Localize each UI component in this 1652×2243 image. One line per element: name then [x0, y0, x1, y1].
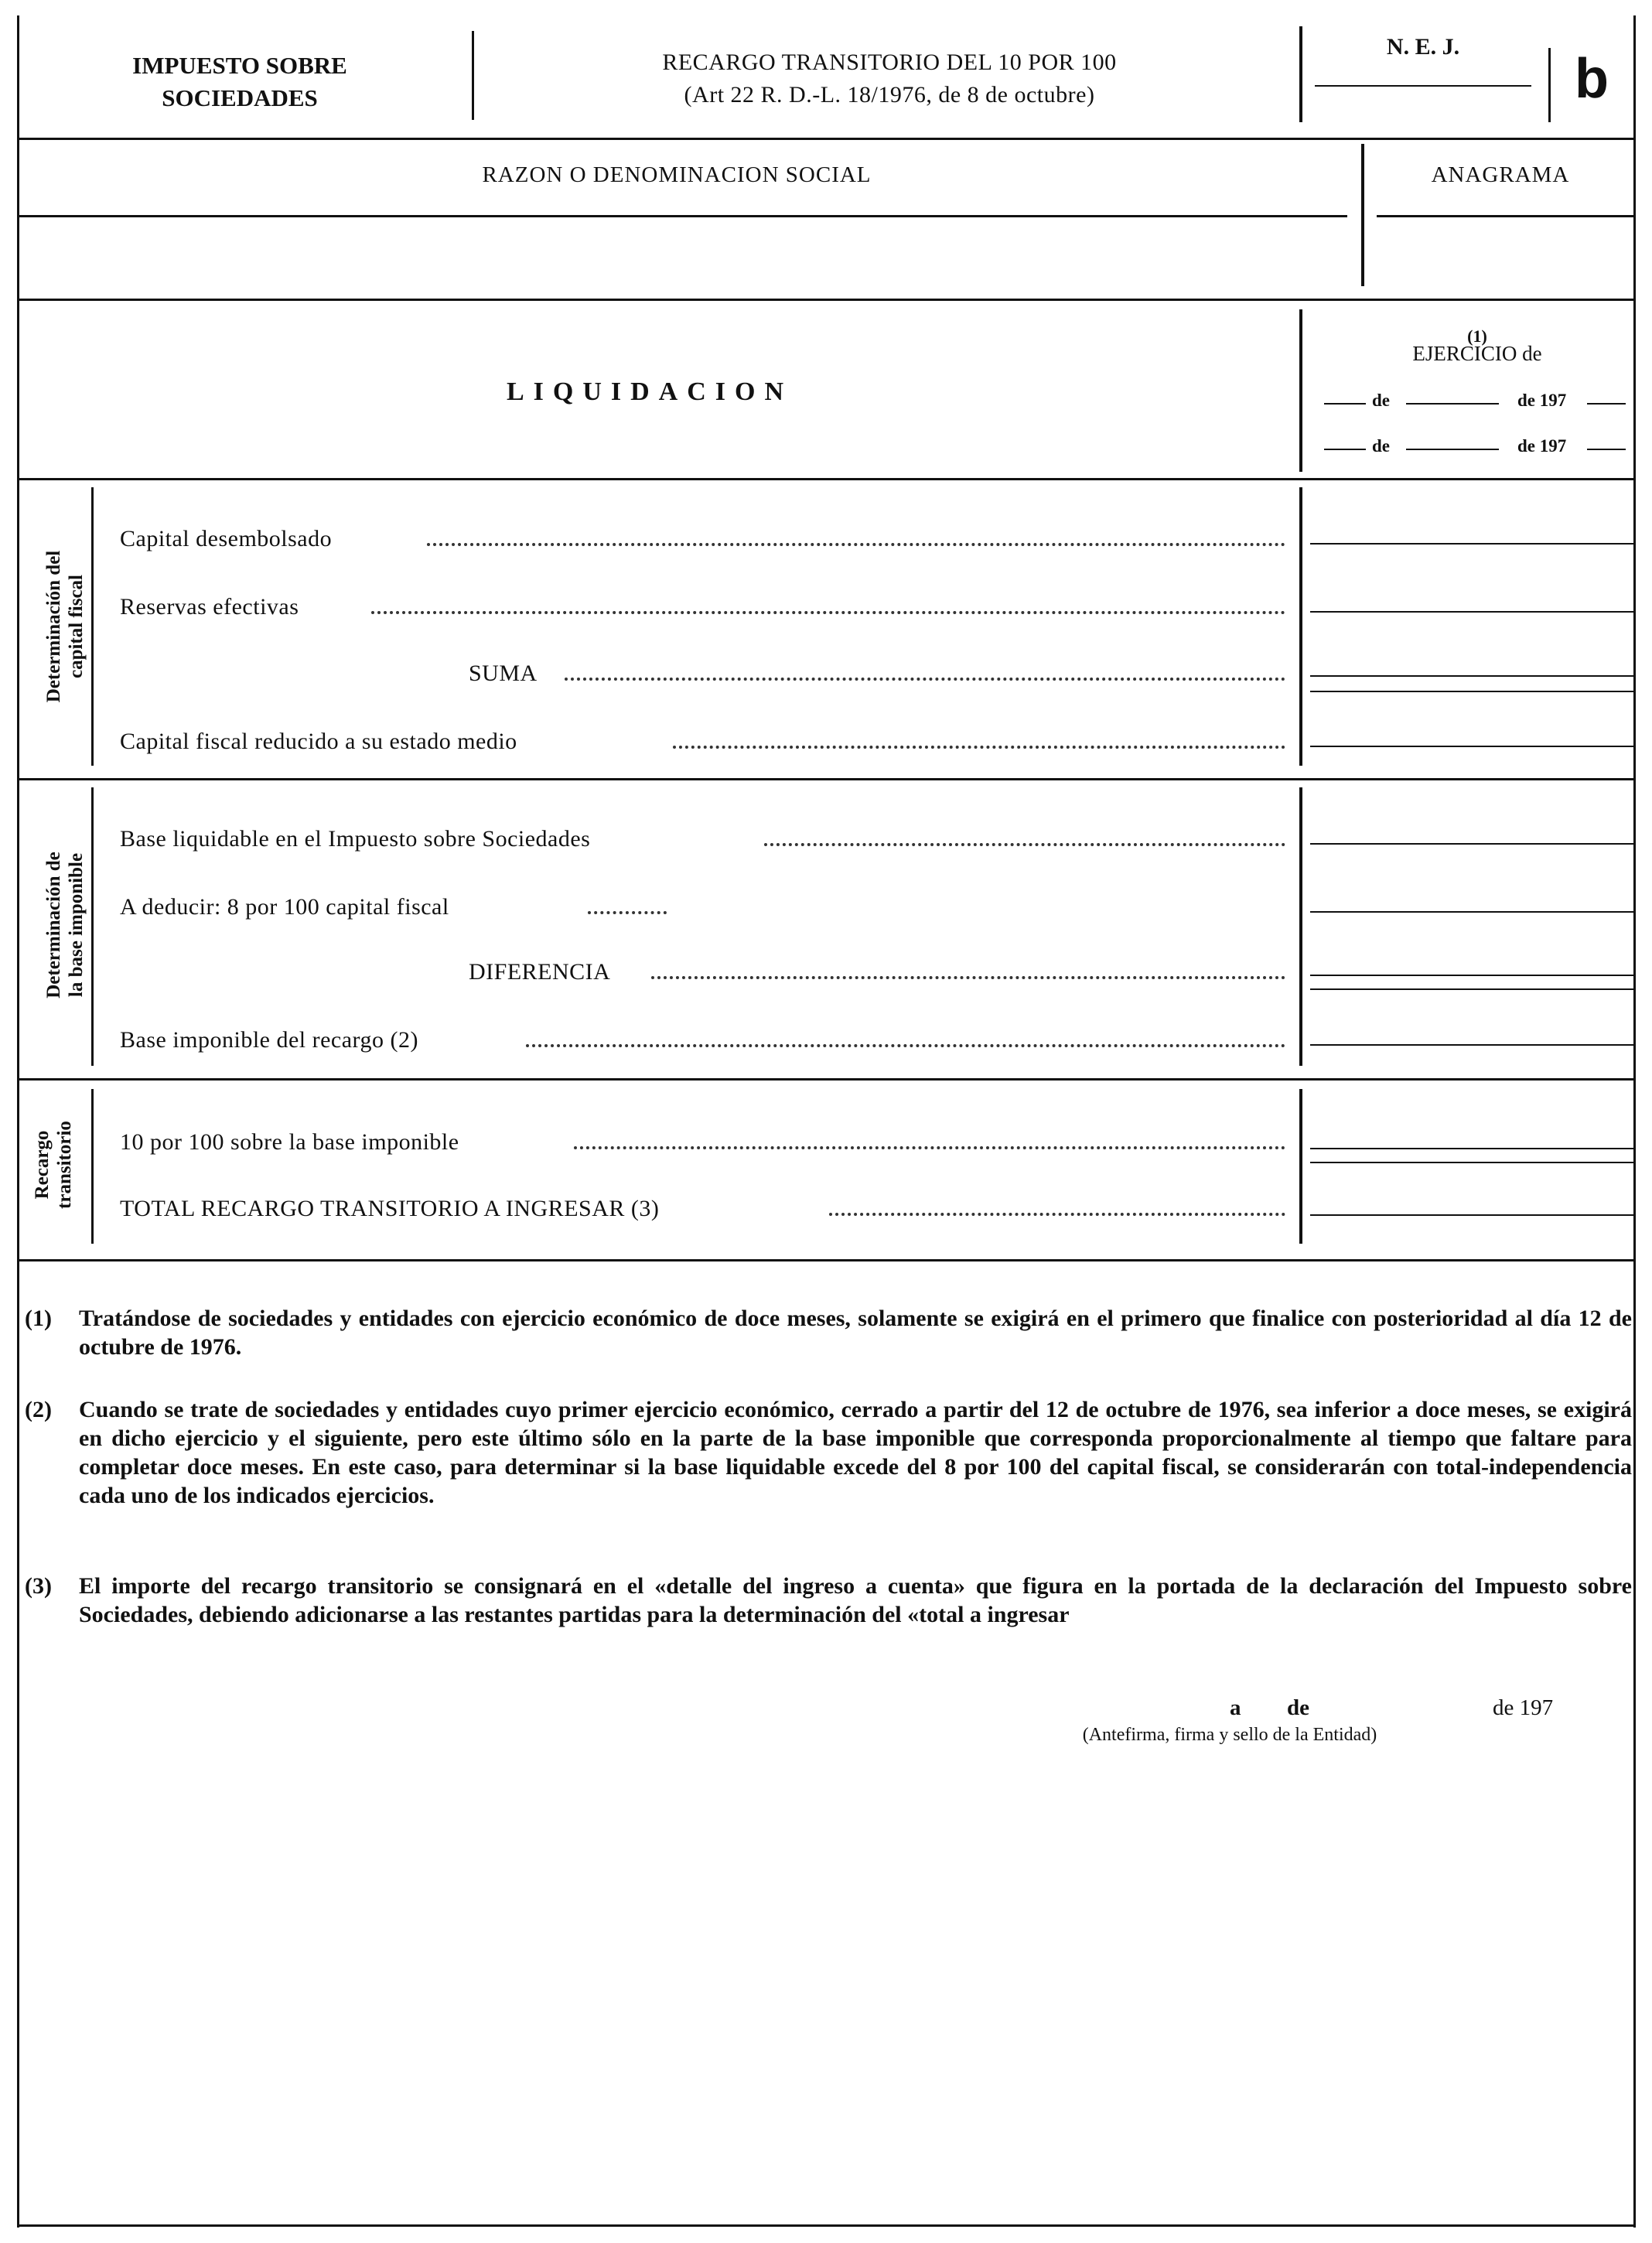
row-reservas-efectivas: Reservas efectivas	[120, 594, 299, 620]
row-diferencia-leader	[651, 976, 1285, 979]
row-a-deducir-leader	[588, 911, 667, 914]
row-a-deducir: A deducir: 8 por 100 capital fiscal	[120, 894, 449, 920]
section2-col-divider	[1299, 787, 1302, 1066]
section3-side-label	[31, 1103, 77, 1227]
section2-side-label-line1: Determinación de	[43, 852, 64, 999]
period1-line-c	[1587, 403, 1626, 405]
row-reservas-efectivas-field[interactable]	[1310, 611, 1633, 613]
row-10-por-100-field-double	[1310, 1162, 1633, 1163]
signature-caption: (Antefirma, firma y sello de la Entidad)	[1082, 1725, 1377, 1745]
row-base-liquidable: Base liquidable en el Impuesto sobre Sociedades	[120, 826, 591, 852]
period2-de: de	[1372, 436, 1390, 456]
tax-name	[62, 50, 418, 114]
row-diferencia-field-double	[1310, 988, 1633, 990]
company-bottom-rule	[17, 299, 1636, 301]
exercise-label: EJERCICIO de	[1412, 342, 1542, 365]
liquidacion-bottom-rule	[17, 478, 1636, 480]
nej-label: N. E. J.	[1386, 34, 1460, 60]
header-divider-3	[1548, 48, 1551, 122]
row-capital-desembolsado: Capital desembolsado	[120, 526, 333, 551]
row-suma-field-double	[1310, 691, 1633, 692]
row-capital-fiscal-reducido-leader	[673, 746, 1285, 749]
section1-side-label-line2: capital fiscal	[66, 575, 87, 679]
row-suma-leader	[565, 678, 1285, 681]
row-base-liquidable-leader	[764, 843, 1285, 846]
period2-line-b	[1406, 449, 1499, 450]
frame-right	[1633, 15, 1636, 2228]
note-2	[25, 1395, 1632, 1510]
row-reservas-efectivas-leader	[371, 611, 1285, 614]
anagram-label: ANAGRAMA	[1431, 162, 1570, 187]
row-10-por-100: 10 por 100 sobre la base imponible	[120, 1129, 459, 1155]
period1-line-a	[1324, 403, 1366, 405]
header-divider-1	[472, 31, 474, 120]
row-base-imponible-recargo-leader	[526, 1044, 1285, 1047]
form-title	[495, 46, 1284, 111]
note-1-number: (1)	[25, 1306, 52, 1331]
note-2-text: Cuando se trate de sociedades y entidades cuyo primer ejercicio económico, cerrado a partir del 12 de octubre de 1976, sea inferior a doce meses, se exigirá en dicho ejercicio y el siguiente, pero este último sólo en la parte de la base imponible que corresponda proporcionalmente al tiempo que faltare para completar doce meses. En este caso, para determinar si la base liquidable excede del 8 por 100 del capital fiscal, se considerarán con total-independencia cada uno de los indicados ejercicios.	[79, 1397, 1632, 1508]
period2-line-a	[1324, 449, 1366, 450]
row-capital-fiscal-reducido-field[interactable]	[1310, 746, 1633, 747]
section3-bottom-rule	[17, 1259, 1636, 1261]
signature-de: de	[1287, 1695, 1309, 1720]
liquidacion-title: LIQUIDACION	[506, 377, 794, 406]
company-name-label: RAZON O DENOMINACION SOCIAL	[482, 162, 872, 187]
section3-side-divider	[91, 1089, 94, 1244]
period1-year: de 197	[1517, 391, 1567, 410]
note-3-text: El importe del recargo transitorio se consignará en el «detalle del ingreso a cuenta» que figura en la portada de la declaración del Impuesto sobre Sociedades, debiendo adicionarse a las restantes partidas para la determinación del «total a ingresar	[79, 1573, 1632, 1627]
section1-side-label	[43, 526, 89, 727]
signature-year: de 197	[1493, 1695, 1554, 1720]
period1-line-b	[1406, 403, 1499, 405]
exercise-ref-mark: (1)	[1467, 326, 1487, 346]
section3-side-label-line1: Recargo	[32, 1130, 53, 1200]
header-bottom-rule	[17, 138, 1636, 140]
note-3-number: (3)	[25, 1573, 52, 1599]
row-total-recargo-leader	[829, 1213, 1285, 1216]
period2-line-c	[1587, 449, 1626, 450]
section2-side-divider	[91, 787, 94, 1066]
note-3	[25, 1572, 1632, 1629]
form-title-line1: RECARGO TRANSITORIO DEL 10 POR 100	[662, 50, 1117, 75]
note-1	[25, 1304, 1632, 1361]
row-total-recargo-field[interactable]	[1310, 1214, 1633, 1216]
row-base-imponible-recargo-field[interactable]	[1310, 1044, 1633, 1046]
row-capital-fiscal-reducido: Capital fiscal reducido a su estado medio	[120, 729, 517, 754]
header-divider-2	[1299, 26, 1302, 122]
section1-bottom-rule	[17, 778, 1636, 780]
row-10-por-100-field[interactable]	[1310, 1148, 1633, 1149]
tax-name-line1: IMPUESTO SOBRE	[132, 52, 347, 79]
section2-bottom-rule	[17, 1078, 1636, 1081]
section2-side-label-line2: la base imponible	[66, 852, 87, 998]
row-a-deducir-field[interactable]	[1310, 911, 1633, 913]
row-suma: SUMA	[469, 661, 538, 686]
row-10-por-100-leader	[574, 1146, 1285, 1149]
liquidacion-divider	[1299, 309, 1302, 472]
company-name-rule	[17, 215, 1347, 217]
signature-a: a	[1230, 1695, 1241, 1720]
nej-field-line	[1315, 85, 1531, 87]
section3-col-divider	[1299, 1089, 1302, 1244]
frame-left	[17, 15, 19, 2228]
section2-side-label	[43, 824, 89, 1026]
frame-bottom	[17, 2224, 1636, 2227]
section1-side-divider	[91, 487, 94, 766]
company-divider	[1361, 144, 1364, 286]
section1-side-label-line1: Determinación del	[43, 550, 64, 703]
note-1-text: Tratándose de sociedades y entidades con ejercicio económico de doce meses, solamente se exigirá en el primero que finalice con posterioridad al día 12 de octubre de 1976.	[79, 1306, 1632, 1360]
row-capital-desembolsado-field[interactable]	[1310, 543, 1633, 545]
section1-col-divider	[1299, 487, 1302, 766]
form-letter: b	[1575, 48, 1609, 110]
note-2-number: (2)	[25, 1397, 52, 1422]
row-diferencia: DIFERENCIA	[469, 959, 611, 985]
row-base-imponible-recargo: Base imponible del recargo (2)	[120, 1027, 418, 1053]
form-title-line2: (Art 22 R. D.-L. 18/1976, de 8 de octubre)	[684, 82, 1095, 108]
row-capital-desembolsado-leader	[427, 543, 1285, 546]
row-diferencia-field[interactable]	[1310, 975, 1633, 976]
row-suma-field[interactable]	[1310, 675, 1633, 677]
period1-de: de	[1372, 391, 1390, 410]
period2-year: de 197	[1517, 436, 1567, 456]
tax-name-line2: SOCIEDADES	[162, 84, 318, 111]
row-total-recargo: TOTAL RECARGO TRANSITORIO A INGRESAR (3)	[120, 1196, 660, 1221]
row-base-liquidable-field[interactable]	[1310, 843, 1633, 845]
anagram-rule	[1377, 215, 1633, 217]
section3-side-label-line2: transitorio	[54, 1121, 75, 1209]
